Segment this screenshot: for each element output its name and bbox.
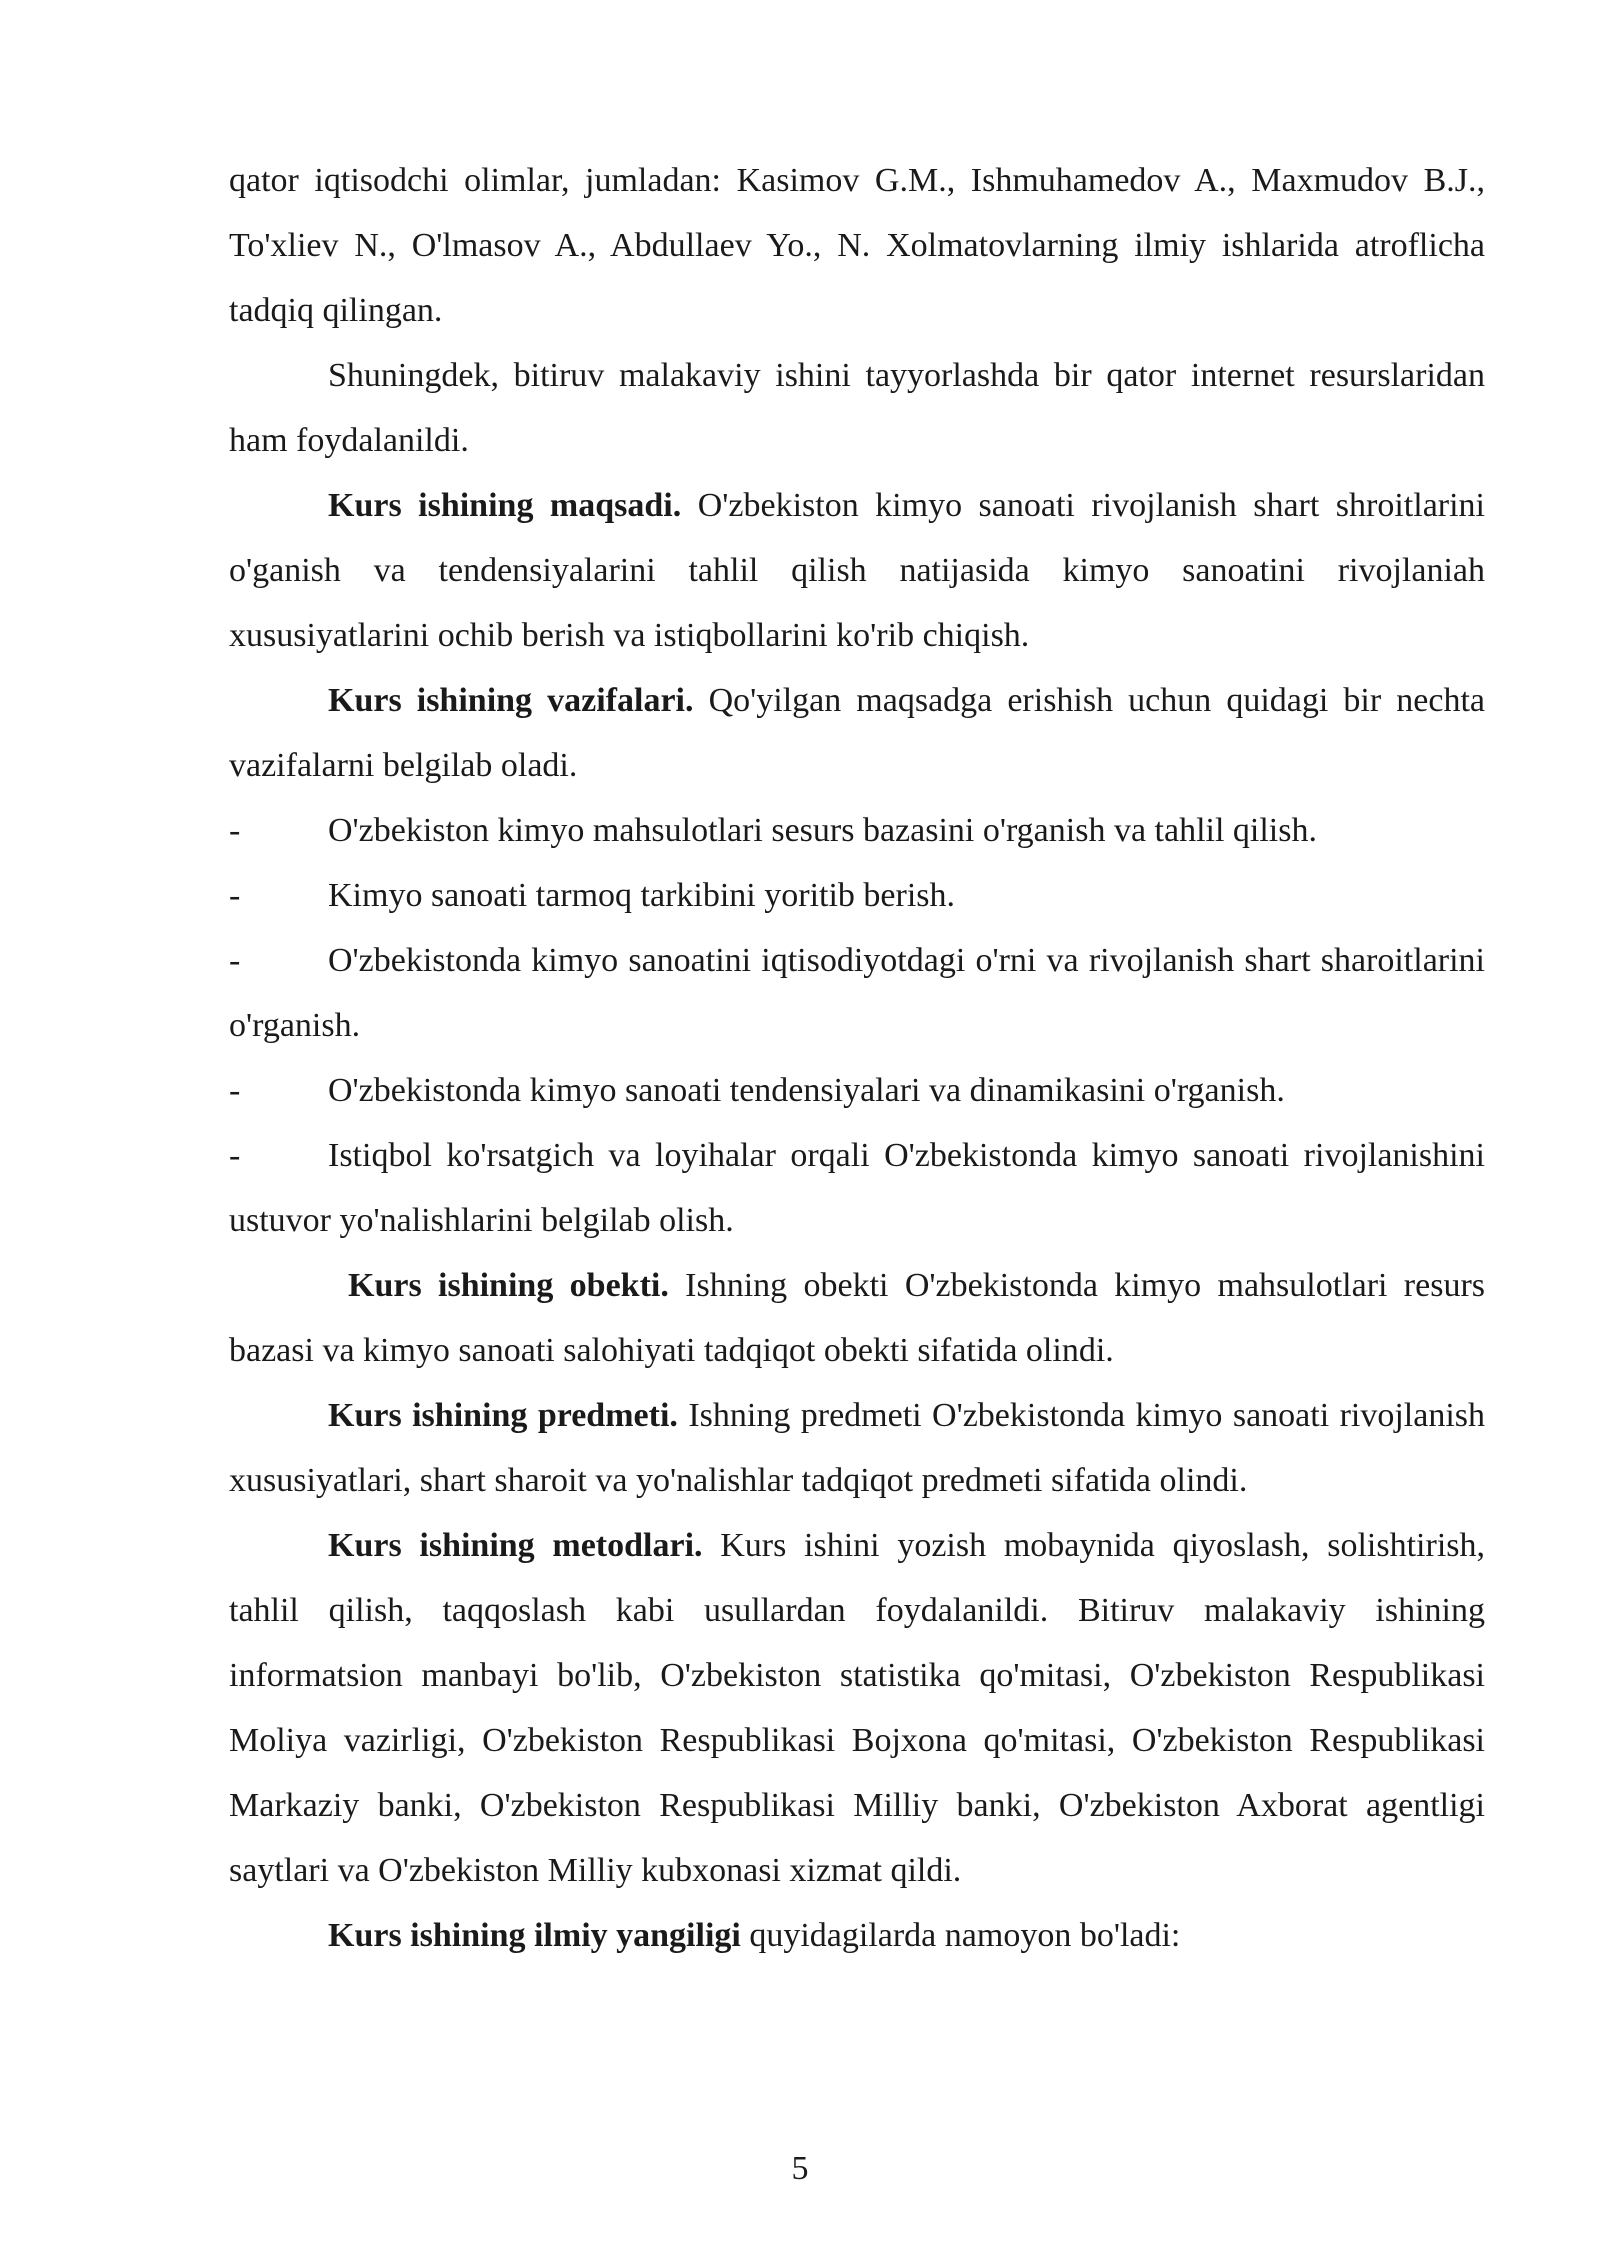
page-number: 5: [791, 2150, 809, 2187]
paragraph-intro: qator iqtisodchi olimlar, jumladan: Kasimov G.M., Ishmuhamedov A., Maxmudov B.J., To'xliev N., O'lmasov A., Abdullaev Yo., N. Xolmatovlarning ilmiy ishlarida atroflicha tadqiq qilingan.: [229, 162, 1485, 329]
heading-novelty: Kurs ishining ilmiy yangiligi: [328, 1917, 741, 1954]
list-dash: -: [229, 812, 241, 849]
paragraph-methods: [229, 1513, 1485, 1903]
text-subject: Ishning predmeti O'zbekistonda kimyo sanoati rivojlanish xususiyatlari, shart sharoit va yo'nalishlar tadqiqot predmeti sifatida olindi.: [229, 1397, 1486, 1499]
paragraph-internet-resources: Shuningdek, bitiruv malakaviy ishini tayyorlashda bir qator internet resurslaridan ham foydalanildi.: [229, 357, 1485, 459]
list-dash: -: [229, 1137, 241, 1174]
list-item-text: O'zbekistonda kimyo sanoati tendensiyalari va dinamikasini o'rganish.: [328, 1072, 1285, 1109]
heading-subject: Kurs ishining predmeti.: [328, 1397, 678, 1434]
list-item: [229, 1058, 1485, 1123]
list-item: [229, 928, 1485, 1058]
document-page: [229, 148, 1485, 1968]
list-item: [229, 1123, 1485, 1253]
paragraph-object: [229, 1253, 1485, 1383]
heading-methods: Kurs ishining metodlari.: [328, 1527, 703, 1564]
paragraph-novelty: [229, 1903, 1485, 1968]
list-item-text: O'zbekistonda kimyo sanoatini iqtisodiyotdagi o'rni va rivojlanish shart sharoitlarini o'rganish.: [229, 942, 1485, 1044]
list-item: [229, 863, 1485, 928]
text-tasks: Qo'yilgan maqsadga erishish uchun quidagi bir nechta vazifalarni belgilab oladi.: [229, 682, 1485, 784]
paragraph-goal: [229, 473, 1485, 668]
list-dash: -: [229, 942, 241, 979]
text-object: Ishning obekti O'zbekistonda kimyo mahsulotlari resurs bazasi va kimyo sanoati salohiyati tadqiqot obekti sifatida olindi.: [229, 1267, 1485, 1369]
list-dash: -: [229, 1072, 241, 1109]
heading-goal: Kurs ishining maqsadi.: [328, 487, 682, 524]
paragraph-subject: [229, 1383, 1485, 1513]
heading-tasks: Kurs ishining vazifalari.: [328, 682, 694, 719]
list-item-text: Istiqbol ko'rsatgich va loyihalar orqali O'zbekistonda kimyo sanoati rivojlanishini ustuvor yo'nalishlarini belgilab olish.: [229, 1137, 1485, 1239]
text-novelty: quyidagilarda namoyon bo'ladi:: [740, 1917, 1181, 1954]
list-dash: -: [229, 877, 241, 914]
paragraph-tasks: [229, 668, 1485, 798]
list-item: [229, 798, 1485, 863]
heading-object: Kurs ishining obekti.: [348, 1267, 669, 1304]
list-item-text: O'zbekiston kimyo mahsulotlari sesurs bazasini o'rganish va tahlil qilish.: [328, 812, 1317, 849]
list-item-text: Kimyo sanoati tarmoq tarkibini yoritib berish.: [328, 877, 956, 914]
text-goal: O'zbekiston kimyo sanoati rivojlanish shart shroitlarini o'ganish va tendensiyalarini tahlil qilish natijasida kimyo sanoatini rivojlaniah xususiyatlarini ochib berish va istiqbollarini ko'rib chiqish.: [229, 487, 1485, 654]
text-methods: Kurs ishini yozish mobaynida qiyoslash, solishtirish, tahlil qilish, taqqoslash kabi usullardan foydalanildi. Bitiruv malakaviy ishining informatsion manbayi bo'lib, O'zbekiston statistika qo'mitasi, O'zbekiston Respublikasi Moliya vazirligi, O'zbekiston Respublikasi Bojxona qo'mitasi, O'zbekiston Respublikasi Markaziy banki, O'zbekiston Respublikasi Milliy banki, O'zbekiston Axborat agentligi saytlari va O'zbekiston Milliy kubxonasi xizmat qildi.: [229, 1527, 1485, 1889]
